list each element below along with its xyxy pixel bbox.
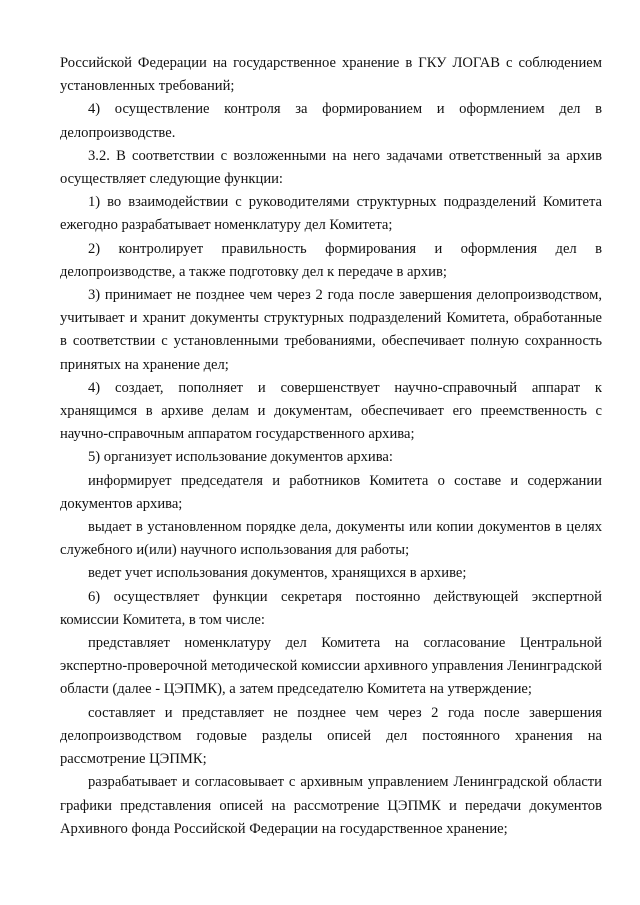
- paragraph-function-5: 5) организует использование документов архива:: [88, 449, 393, 466]
- paragraph-presents-nomenclature: представляет номенклатуру дел Комитета на согласование Центральной экспертно-проверочной методической комиссии архивного управления Ленинградской области (далее - ЦЭПМК), а затем председателю Комитета на утверждение;: [60, 635, 602, 698]
- paragraph-issues: выдает в установленном порядке дела, документы или копии документов в целях служебного и(или) научного использования для работы;: [60, 519, 602, 559]
- paragraph-function-4: 4) создает, пополняет и совершенствует научно-справочный аппарат к хранящимся в архиве делам и документам, обеспечивает его преемственность с научно-справочным аппаратом государственного архива;: [60, 379, 602, 443]
- paragraph-function-2: 2) контролирует правильность формирования и оформления дел в делопроизводстве, а также подготовку дел к передаче в архив;: [60, 240, 602, 280]
- paragraph-function-1: 1) во взаимодействии с руководителями структурных подразделений Комитета ежегодно разрабатывает номенклатуру дел Комитета;: [60, 194, 602, 234]
- paragraph-section-3-2: 3.2. В соответствии с возложенными на него задачами ответственный за архив осуществляет следующие функции:: [60, 147, 602, 188]
- paragraph-compiles-inventories: составляет и представляет не позднее чем через 2 года после завершения делопроизводством годовые разделы описей дел постоянного хранения на рассмотрение ЦЭПМК;: [60, 704, 602, 768]
- paragraph-records-usage: ведет учет использования документов, хранящихся в архиве;: [88, 565, 467, 582]
- paragraph-informs: информирует председателя и работников Комитета о составе и содержании документов архива;: [60, 472, 602, 512]
- paragraph-item-4-control: 4) осуществление контроля за формированием и оформлением дел в делопроизводстве.: [60, 101, 602, 141]
- paragraph-continuation: Российской Федерации на государственное хранение в ГКУ ЛОГАВ с соблюдением установленных требований;: [60, 55, 602, 95]
- paragraph-function-3: 3) принимает не позднее чем через 2 года после завершения делопроизводством, учитывает и хранит документы структурных подразделений Комитета, обработанные в соответствии с установленными требованиями, обеспечивает полную сохранность принятых на хранение дел;: [60, 287, 602, 373]
- paragraph-develops-schedules: разрабатывает и согласовывает с архивным управлением Ленинградской области графики представления описей на рассмотрение ЦЭПМК и передачи документов Архивного фонда Российской Федерации на государственное хранение;: [60, 774, 602, 837]
- paragraph-function-6: 6) осуществляет функции секретаря постоянно действующей экспертной комиссии Комитета, в том числе:: [60, 588, 602, 628]
